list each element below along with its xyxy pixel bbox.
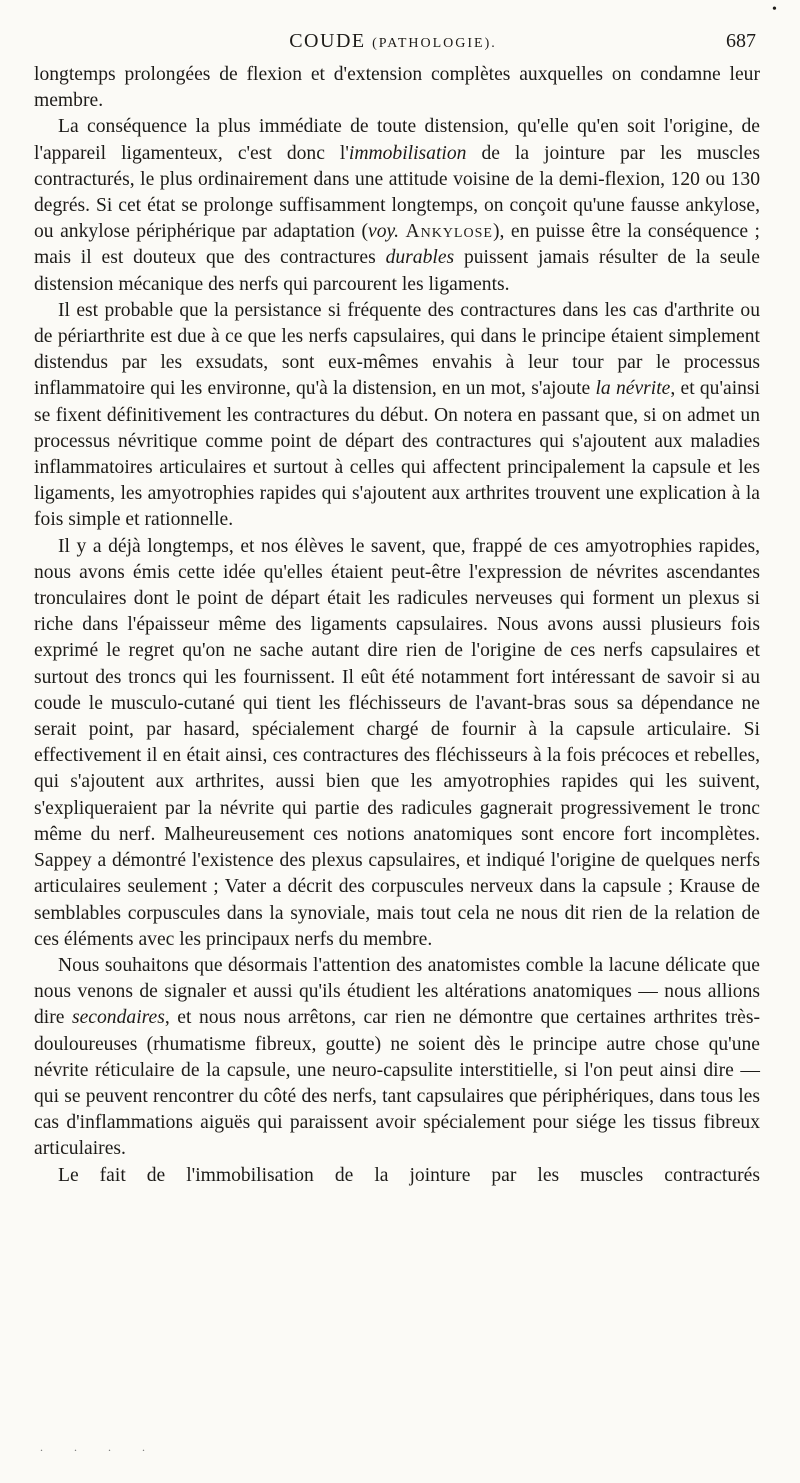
italic-term: la névrite	[595, 378, 671, 400]
paragraph-continued: longtemps prolongées de flexion et d'extension complètes auxquelles on condamne leur membre.	[34, 64, 760, 112]
text-run: , et nous nous arrêtons, car rien ne démontre que certaines arthrites très-douloureuses (rhumatisme fibreux, goutte) ne soient dès le principe autre chose qu'une névrite réticulaire de la capsule, une neuro-capsulite interstitielle, si l'on peut ainsi dire — qui se peuvent rencontrer du côté des nerfs, tant capsulaires que périphériques, dans tous les cas d'inflammations aiguës qui paraissent avoir spécialement pour siége les tissus fibreux articulaires.	[34, 1007, 760, 1160]
running-head	[30, 30, 756, 53]
body-text	[34, 62, 760, 1189]
text-run: Nous souhaitons que désormais l'attention des anatomistes comble la lacune délicate que nous venons de signaler et aussi qu'ils étudient les altérations anatomiques — nous allions dire	[34, 954, 760, 1029]
page-specks: . . . .	[40, 1440, 159, 1454]
paragraph-final: Le fait de l'immobilisation de la jointure par les muscles contracturés	[58, 1164, 760, 1186]
text-run: Il est probable que la persistance si fréquente des contractures dans les cas d'arthrite ou de périarthrite est due à ce que les nerfs capsulaires, qui dans le principe étaient simplement distendus par les exsudats, sont eux-mêmes envahis à leur tour par le processus inflammatoire qui les environne, qu'à la distension, en un mot, s'ajoute	[34, 299, 760, 400]
paragraph-nevrite	[34, 298, 760, 534]
text-run: , et qu'ainsi se fixent définitivement les contractures du début. On notera en passant que, si on admet un processus névritique comme point de départ des contractures qui s'ajoutent aux maladies inflammatoires articulaires et surtout à celles qui affectent principalement la capsule et les ligaments, les amyotrophies rapides qui s'ajoutent aux arthrites trouvent une explication à la fois simple et rationnelle.	[34, 378, 761, 531]
italic-term: immobilisation	[348, 142, 467, 164]
print-speck: •	[772, 2, 777, 17]
text-run: puissent jamais résulter de la seule distension mécanique des nerfs qui parcourent les ligaments.	[34, 247, 760, 295]
running-head-subtitle: (PATHOLOGIE).	[372, 36, 497, 51]
paragraph-amyotrophies: Il y a déjà longtemps, et nos élèves le savent, que, frappé de ces amyotrophies rapides, nous avons émis cette idée qu'elles étaient peut-être l'expression de névrites ascendantes tronculaires dont le point de départ était les radicules nerveuses qui forment un plexus si riche dans l'épaisseur même des ligaments capsulaires. Nous avons aussi plusieurs fois exprimé le regret qu'on ne sache autant dire rien de l'origine de ces nerfs capsulaires et surtout des troncs qui les fournissent. Il eût été notamment fort intéressant de savoir si au coude le musculo-cutané qui tient les fléchisseurs de l'avant-bras sous sa dépendance ne serait point, par hasard, spécialement chargé de fournir à la capsule articulaire. Si effectivement il en était ainsi, ces contractures des fléchisseurs à la fois précoces et rebelles, qui s'ajoutent aux arthrites, aussi bien que les amyotrophies rapides qui les suivent, s'expliqueraient par la névrite qui partie des radicules gagnerait progressivement le tronc même du nerf. Malheureusement ces notions anatomiques sont encore fort incomplètes. Sappey a démontré l'existence des plexus capsulaires, et indiqué l'origine de quelques nerfs articulaires seulement ; Vater a décrit des corpuscules nerveux dans la capsule ; Krause de semblables corpuscules dans la synoviale, mais tout cela ne nous dit rien de la relation de ces éléments avec les principaux nerfs du membre.	[34, 535, 760, 950]
page-header	[30, 30, 756, 58]
italic-term: voy.	[368, 221, 400, 243]
text-run: La conséquence la plus immédiate de toute distension, qu'elle qu'en soit l'origine, de l'appareil ligamenteux, c'est donc l'	[34, 116, 760, 164]
paragraph-immobilisation	[34, 114, 760, 297]
text-run: ), en puisse être la conséquence ; mais il est douteux que des contractures	[34, 221, 760, 269]
italic-term: secondaires	[71, 1007, 165, 1029]
page-number: 687	[726, 30, 756, 52]
text-run: de la jointure par les muscles contracturés, le plus ordinairement dans une attitude voisine de la demi-flexion, 120 ou 130 degrés. Si cet état se prolonge suffisamment longtemps, on conçoit qu'une fausse ankylose, ou ankylose périphérique par adaptation (	[34, 142, 760, 243]
cross-reference: Ankylose	[399, 221, 493, 243]
paragraph-anatomistes	[34, 953, 760, 1163]
italic-term: durables	[385, 247, 455, 269]
running-head-title: COUDE	[289, 30, 366, 52]
